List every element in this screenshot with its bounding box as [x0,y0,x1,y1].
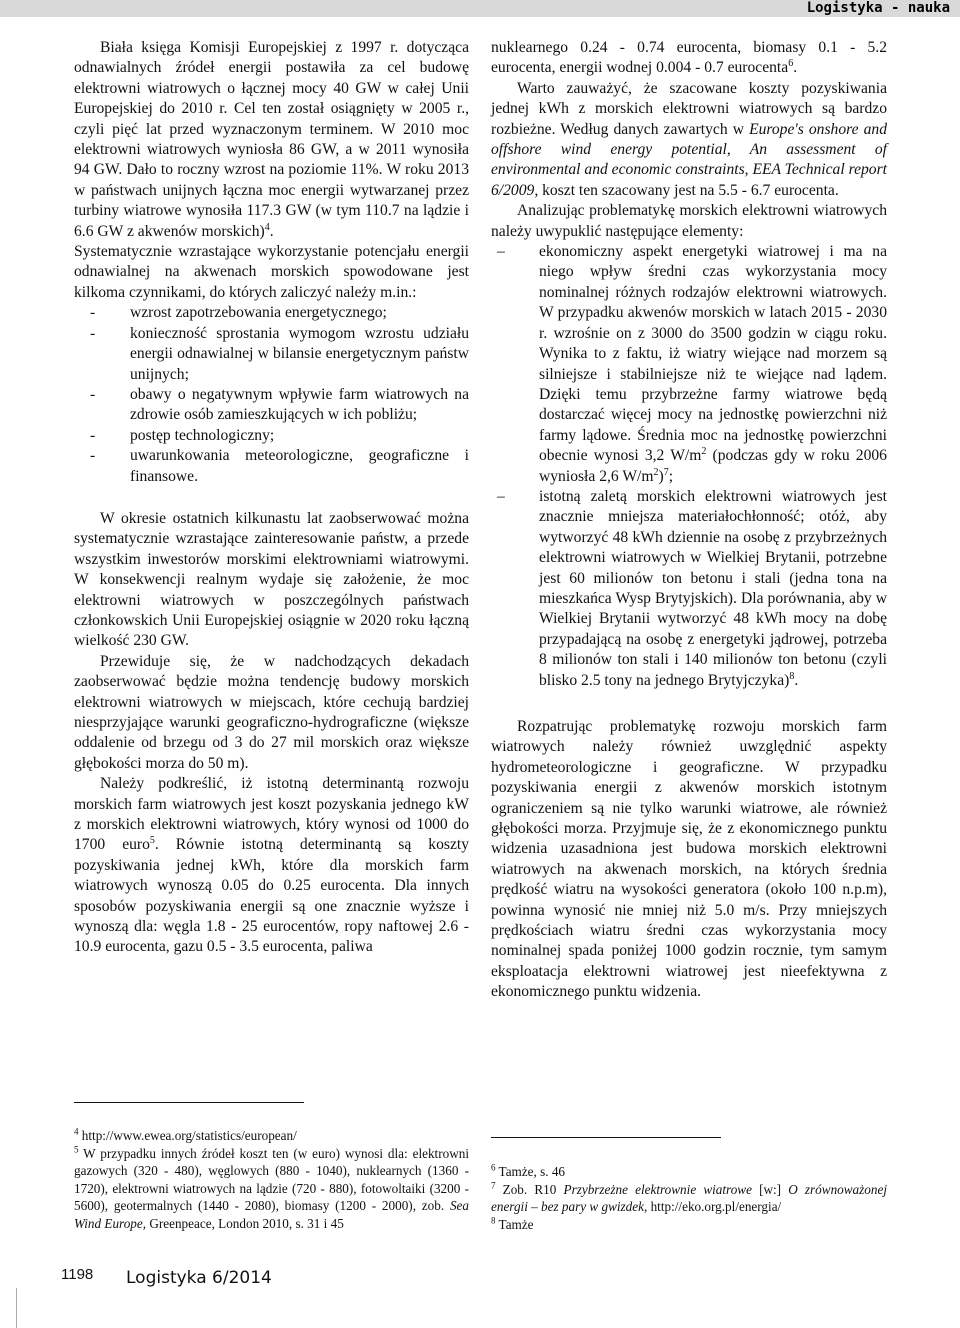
paragraph [74,774,469,958]
text-span: Należy podkreślić, iż istotną determinantą rozwoju morskich farm wiatrowych jest koszt pozyskania jednego kW z morskich elektrowni wiatrowych, który wynosi od 1000 do 1700 euro [74,775,469,854]
paragraph: W okresie ostatnich kilkunastu lat zaobserwować można systematycznie wzrastające zainteresowanie państw, a przede wszystkim inwestorów morskimi elektrowniami wiatrowymi. W konsekwencji realnym wydaje się założenie, że moc elektrowni wiatrowych w poszczególnych państwach członkowskich Unii Europejskiej osiągnie w 2020 roku łączną wielkość 230 GW. [74,509,469,650]
list-item [491,242,887,487]
list-item: - konieczność sprostania wymogom wzrostu udziału energii odnawialnej w bilansie energetycznym państw unijnych; [74,324,469,385]
list-item [491,487,887,691]
text-span: . Równie istotną determinantą są koszty pozyskiwania jednej kWh, które dla morskich farm wiatrowych wynoszą 0.05 do 0.25 eurocenta. Dla innych sposobów pozyskiwania energii są one znacznie wyższe i wynoszą dla: węgla 1.8 - 25 eurocentów, ropy naftowej 2.6 - 10.9 eurocenta, gazu 0.5 - 3.5 eurocenta, paliwa [74,836,469,956]
footnotes-right [491,1163,887,1233]
footnote-text: W przypadku innych źródeł koszt ten (w euro) wynosi dla: elektrowni gazowych (320 - 480), węglowych (880 - 1040), nuklearnych (1360 - 1720), elektrowni wiatrowych na lądzie (720 - 880), fotowoltaiki (3200 - 5600), geotermalnych (1440 - 2080), biomasy (1200 - 2000), zob. [74,1145,469,1214]
text-span: istotną zaletą morskich elektrowni wiatrowych jest znacznie mniejsza materiałochłonność; otóż, aby wytworzyć 48 kWh dziennie na osobę z przybrzeżnych elektrowni wiatrowych w Wielkiej Brytanii, potrzebne jest 60 milionów ton betonu i stali (jedna tona na mieszkańca Wysp Brytyjskich). Dla porównania, aby w Wielkiej Brytanii wytworzyć 48 kWh mocy na dobę przypadającą na osobę z energetyki jądrowej, potrzeba 8 milionów ton stali i 140 milionów ton betonu (czyli blisko 2.5 tony na jednego Brytyjczyka) [539,487,887,689]
footnote [491,1163,887,1181]
text-span: . [793,59,798,77]
superscript: 2 [701,445,707,457]
paragraph: Przewiduje się, że w nadchodzących dekadach zaobserwować będzie można tendencję budowy morskich elektrowni wiatrowych w miejscach, które cechują bardziej niesprzyjające warunki geograficzno-hydrograficzne (większe oddalenie od brzegu od 3 do 27 mil morskich oraz większe głębokości morza do 50 m). [74,652,469,772]
list-item: - wzrost zapotrzebowania energetycznego; [74,303,469,323]
footnote-text: [w:] [751,1181,789,1197]
margin-line [16,1288,17,1328]
footnote-text: Tamże, s. 46 [495,1164,566,1179]
footnote-italic: O zrównoważonej energii – bez pary w gwizdek [491,1181,887,1215]
list-item: - postęp technologiczny; [74,426,469,446]
footnote-ref: 7 [663,466,669,478]
footnote-number: 4 [74,1126,79,1137]
paragraph: Analizując problematykę morskich elektrowni wiatrowych należy uwypuklić następujące elementy: [491,202,887,240]
paragraph [491,38,887,79]
text-span: ; [668,467,674,485]
footnote-ref: 6 [788,58,794,70]
footnote-text: , http://eko.org.pl/energia/ [643,1199,782,1215]
text-span: . [794,671,799,689]
footnote-rule [491,1137,721,1138]
footnote-ref: 4 [264,221,270,233]
paragraph [74,38,469,242]
footnote [74,1127,469,1145]
right-column [491,38,887,1003]
text-span: nuklearnego 0.24 - 0.74 eurocenta, biomasy 0.1 - 5.2 eurocenta, energii wodnej 0.004 - 0.7 eurocenta [491,39,887,77]
report-title: Europe's onshore and offshore wind energy potential, An assessment of environmental and economic constraints, EEA Technical report 6/2009, [491,120,887,199]
text-span: . [269,222,274,240]
text-span: ekonomiczny aspekt energetyki wiatrowej i ma na niego wpływ średni czas wykorzystania mocy nominalnej różnych rodzajów elektrowni wiatrowych. W przypadku akwenów morskich w latach 2015 - 2030 r. wzrośnie on z 3000 do 3500 godzin w ciągu roku. Wynika to z faktu, iż wiatry wiejące nad morzem są silniejsze i stabilniejsze niż te wiejące nad lądem. Dzięki temu przybrzeżne farmy wiatrowe będą dostarczać więcej mocy na jednostkę powierzchni niż farmy lądowe. Średnia moc na jednostkę powierzchni obecnie wynosi 3,2 W/m [539,243,887,465]
text-span: (podczas gdy w roku 2006 wyniosła 2,6 W/m [539,447,887,485]
superscript: 2 [653,466,659,478]
footnote-ref: 5 [149,835,155,847]
factors-list [74,303,469,487]
paragraph: Rozpatrując problematykę rozwoju morskich farm wiatrowych należy również uwzględnić aspekty hydrometeorologiczne i geograficzne. W przypadku pozyskiwania energii z akwenów morskich istotnym ograniczeniem są nie tylko warunki wiatrowe, ale również głębokości morza. Przyjmuje się, że z ekonomicznego punktu widzenia uzasadniona jest budowa morskich elektrowni wiatrowych na akwenach morskich, na których średnia prędkość wiatru na wysokości generatora (około 100 n.p.m), powinna wynosić nie mniej niż 5.0 m/s. Przy mniejszych prędkościach wiatru średni czas wykorzystania mocy nominalnej spada poniżej 1000 godzin rocznie, tym samym eksploatacja elektrowni wiatrowej jest nieefektywna z ekonomicznego punktu widzenia. [491,718,887,1001]
text-span: koszt ten szacowany jest na 5.5 - 6.7 eurocenta. [538,181,839,199]
page-number: 1198 [61,1266,94,1283]
header-bar [0,0,960,17]
running-header: Logistyka - nauka [806,0,950,16]
left-column [74,38,469,958]
footnote-number: 6 [491,1162,496,1173]
text-span: ) [658,467,664,485]
footnote-italic: Przybrzeżne elektrownie wiatrowe [563,1181,752,1197]
text-span: Biała księga Komisji Europejskiej z 1997 r. dotycząca odnawialnych źródeł energii postawiła za cel budowę elektrowni wiatrowych o łącznej mocy 40 GW w całej Unii Europejskiej do 2010 r. Cel ten został osiągnięty w 2005 r., czyli pięć lat przed wyznaczonym terminem. W 2010 moc elektrowni wiatrowych wyniosła 86 GW, a w 2011 wynosiła 94 GW. Dało to roczny wzrost na poziomie 11%. W roku 2013 w państwach unijnych łączna moc energii wytwarzanej przez turbiny wiatrowe wynosiła 117.3 GW (w tym 110.7 na lądzie i 6.6 GW z akwenów morskich) [74,39,469,240]
footnote-rule [74,1102,304,1103]
paragraph: Systematycznie wzrastające wykorzystanie potencjału energii odnawialnej na akwenach morskich spowodowane jest kilkoma czynnikami, do których zaliczyć należy m.in.: [74,243,469,301]
paragraph [491,79,887,201]
footnote-italic: Sea Wind Europe, [74,1198,469,1231]
footnote-number: 7 [491,1180,496,1191]
journal-name: Logistyka 6/2014 [126,1268,272,1288]
list-item: - uwarunkowania meteorologiczne, geograficzne i finansowe. [74,446,469,487]
footnote-text: Tamże [495,1216,534,1232]
list-item: - obawy o negatywnym wpływie farm wiatrowych na zdrowie osób zamieszkujących w ich pobliżu; [74,385,469,426]
footnote-text: Greenpeace, London 2010, s. 31 i 45 [146,1215,344,1231]
footnote [74,1145,469,1233]
footnotes-left [74,1127,469,1233]
footnote [491,1181,887,1216]
footnote [491,1216,887,1234]
footnote-text: http://www.ewea.org/statistics/european/ [78,1128,297,1143]
elements-list [491,242,887,691]
footnote-text: Zob. R10 [495,1181,564,1197]
footnote-number: 8 [491,1215,496,1226]
text-span: Warto zauważyć, że szacowane koszty pozyskiwania jednej kWh z morskich elektrowni wiatrowych są bardzo rozbieżne. Według danych zawartych w [491,79,887,138]
footnote-number: 5 [74,1144,79,1155]
footnote-ref: 8 [789,670,795,682]
